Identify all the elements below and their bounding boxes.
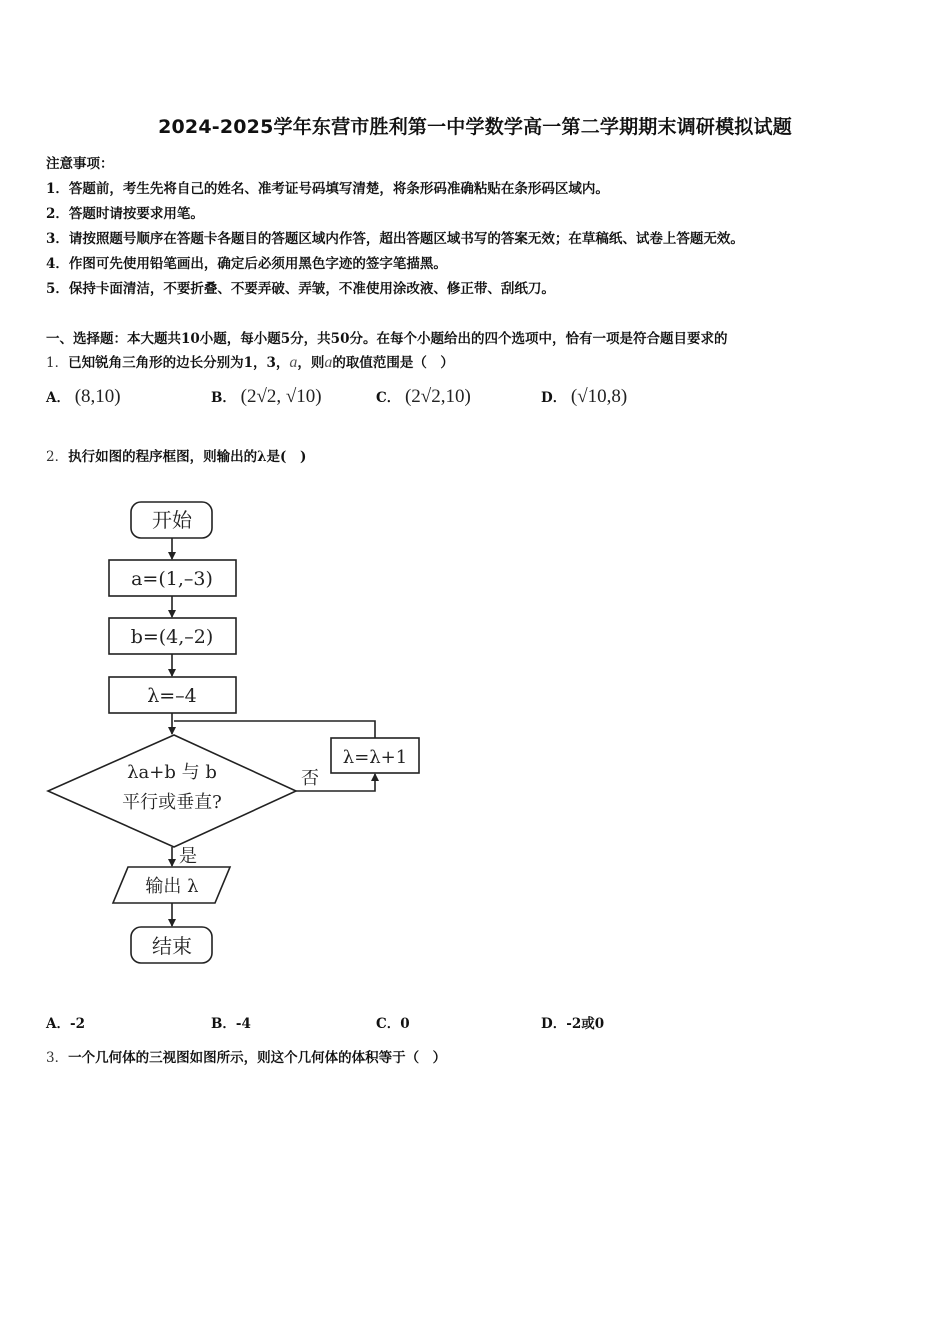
option-c[interactable] xyxy=(376,1012,410,1032)
question-2 xyxy=(46,445,306,465)
option-value: -2 xyxy=(69,1016,85,1032)
option-value: 0 xyxy=(400,1016,410,1032)
option-value: (2√2,10) xyxy=(404,386,471,407)
question-number: 3． xyxy=(46,1050,69,1066)
notice-item: 1．答题前，考生先将自己的姓名、准考证号码填写清楚，将条形码准确粘贴在条形码区域内。 xyxy=(46,181,609,197)
notice-item: 2．答题时请按要求用笔。 xyxy=(46,206,204,222)
flow-arrow-loop xyxy=(174,721,375,738)
option-b[interactable] xyxy=(211,386,322,408)
section-heading: 一、选择题：本大题共10小题，每小题5分，共50分。在每个小题给出的四个选项中，恰有一项是符合题目要求的 xyxy=(46,331,728,347)
output-label: 输出 λ xyxy=(145,876,199,897)
option-d[interactable] xyxy=(541,386,627,408)
option-label: B． xyxy=(211,1016,236,1032)
notice-item: 4．作图可先使用铅笔画出，确定后必须用黑色字迹的签字笔描黑。 xyxy=(46,256,447,272)
option-label: D． xyxy=(541,390,567,406)
option-label: C． xyxy=(376,390,401,406)
end-label: 结束 xyxy=(152,934,192,958)
variable-a: a xyxy=(324,354,333,371)
option-value: -4 xyxy=(235,1016,251,1032)
question-number: 1． xyxy=(46,355,69,371)
question-text: 已知锐角三角形的边长分别为1，3， xyxy=(68,355,290,371)
option-b[interactable] xyxy=(211,1012,251,1032)
option-value: (8,10) xyxy=(74,386,121,407)
question-text: 一个几何体的三视图如图所示，则这个几何体的体积等于（ ） xyxy=(68,1050,447,1066)
no-label: 否 xyxy=(301,768,319,789)
yes-label: 是 xyxy=(179,846,197,867)
question-1 xyxy=(46,351,454,372)
notice-heading: 注意事项： xyxy=(46,156,114,172)
variable-a: a xyxy=(289,354,298,371)
option-value: (2√2, √10) xyxy=(240,386,322,407)
flowchart xyxy=(40,490,440,975)
step-label: b=(4,–2) xyxy=(130,626,214,648)
option-label: A． xyxy=(46,390,70,406)
decision-label: 平行或垂直? xyxy=(122,792,222,813)
decision-label: λa+b 与 b xyxy=(127,762,217,783)
option-label: D． xyxy=(541,1016,567,1032)
question-text: ，则 xyxy=(297,355,325,371)
option-a[interactable] xyxy=(46,386,121,408)
option-value: -2或0 xyxy=(566,1016,605,1032)
start-label: 开始 xyxy=(152,508,192,532)
question-3 xyxy=(46,1046,446,1066)
step-label: a=(1,–3) xyxy=(131,568,213,590)
option-a[interactable] xyxy=(46,1012,85,1032)
loop-label: λ=λ+1 xyxy=(342,747,408,768)
option-d[interactable] xyxy=(541,1012,604,1032)
option-label: A． xyxy=(46,1016,70,1032)
question-text: 的取值范围是（ ） xyxy=(332,355,454,371)
notice-item: 5．保持卡面清洁，不要折叠、不要弄破、弄皱，不准使用涂改液、修正带、刮纸刀。 xyxy=(46,281,555,297)
option-label: C． xyxy=(376,1016,401,1032)
option-value: (√10,8) xyxy=(570,386,628,407)
question-text: 执行如图的程序框图，则输出的λ是( ) xyxy=(68,449,307,465)
question-number: 2． xyxy=(46,449,69,465)
option-c[interactable] xyxy=(376,386,471,408)
notice-item: 3．请按照题号顺序在答题卡各题目的答题区域内作答，超出答题区域书写的答案无效；在草稿纸、试卷上答题无效。 xyxy=(46,231,744,247)
step-label: λ=–4 xyxy=(147,685,197,707)
decision-diamond xyxy=(48,735,296,847)
option-label: B． xyxy=(211,390,236,406)
page-title: 2024-2025学年东营市胜利第一中学数学高一第二学期期末调研模拟试题 xyxy=(158,116,792,138)
